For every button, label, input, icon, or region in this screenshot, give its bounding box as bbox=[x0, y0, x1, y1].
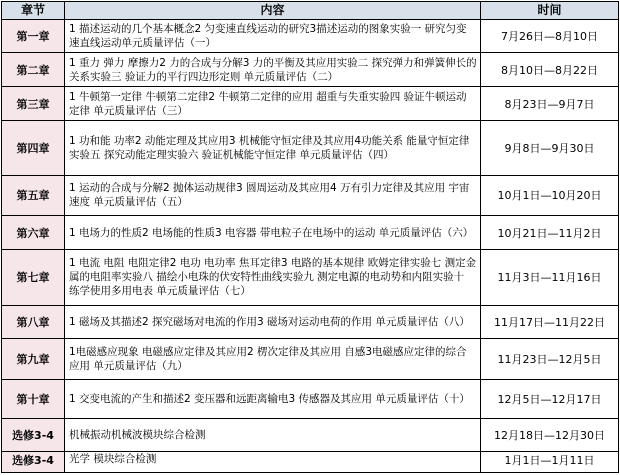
header-chapter: 章节 bbox=[2, 2, 65, 20]
chapter-cell: 第一章 bbox=[2, 20, 65, 53]
time-cell: 11月3日—11月16日 bbox=[481, 250, 619, 305]
table-row bbox=[2, 418, 619, 451]
table-row bbox=[2, 250, 619, 305]
chapter-cell: 选修3-4 bbox=[2, 451, 65, 472]
chapter-cell: 选修3-4 bbox=[2, 418, 65, 451]
time-cell: 12月5日—12月17日 bbox=[481, 380, 619, 418]
table-row bbox=[2, 121, 619, 175]
chapter-cell: 第九章 bbox=[2, 338, 65, 380]
time-cell: 8月10日—8月22日 bbox=[481, 53, 619, 87]
chapter-cell: 第四章 bbox=[2, 121, 65, 175]
content-cell: 1 功和能 功率2 动能定理及其应用3 机械能守恒定律及其应用4功能关系 能量守恒定律实验五 探究动能定理实验六 验证机械能守恒定律 单元质量评估（四） bbox=[65, 121, 481, 175]
chapter-cell: 第二章 bbox=[2, 53, 65, 87]
content-cell: 1 交变电流的产生和描述2 变压器和远距离输电3 传感器及其应用 单元质量评估（十） bbox=[65, 380, 481, 418]
header-content: 内容 bbox=[65, 2, 481, 20]
time-cell: 12月18日—12月30日 bbox=[481, 418, 619, 451]
content-cell: 1电磁感应现象 电磁感应定律及其应用2 楞次定律及其应用 自感3电磁感应定律的综合应用 单元质量评估（九） bbox=[65, 338, 481, 380]
header-time: 时间 bbox=[481, 2, 619, 20]
time-cell: 7月26日—8月10日 bbox=[481, 20, 619, 53]
table-row bbox=[2, 20, 619, 53]
time-cell: 1月1日—1月11日 bbox=[481, 451, 619, 472]
chapter-cell: 第五章 bbox=[2, 175, 65, 216]
table-row bbox=[2, 87, 619, 121]
time-cell: 10月21日—11月2日 bbox=[481, 216, 619, 250]
content-cell: 光学 模块综合检测 bbox=[65, 451, 481, 472]
header-row bbox=[2, 2, 619, 20]
table-row bbox=[2, 338, 619, 380]
table-row bbox=[2, 305, 619, 338]
content-cell: 1 描述运动的几个基本概念2 匀变速直线运动的研究3描述运动的图象实验一 研究匀变速直线运动单元质量评估（一） bbox=[65, 20, 481, 53]
table-row bbox=[2, 53, 619, 87]
chapter-cell: 第三章 bbox=[2, 87, 65, 121]
table-row bbox=[2, 451, 619, 472]
content-cell: 1 牛顿第一定律 牛顿第二定律2 牛顿第二定律的应用 超重与失重实验四 验证牛顿运动定律 单元质量评估（三） bbox=[65, 87, 481, 121]
time-cell: 10月1日—10月20日 bbox=[481, 175, 619, 216]
chapter-cell: 第六章 bbox=[2, 216, 65, 250]
content-cell: 1 电场力的性质2 电场能的性质3 电容器 带电粒子在电场中的运动 单元质量评估（六） bbox=[65, 216, 481, 250]
content-cell: 机械振动机械波模块综合检测 bbox=[65, 418, 481, 451]
schedule-table bbox=[1, 1, 619, 473]
time-cell: 9月8日—9月30日 bbox=[481, 121, 619, 175]
content-cell: 1 电流 电阻 电阻定律2 电功 电功率 焦耳定律3 电路的基本规律 欧姆定律实验七 测定金属的电阻率实验八 描绘小电珠的伏安特性曲线实验九 测定电源的电动势和内阻实验十 练学使用多用电表 单元质量评估（七） bbox=[65, 250, 481, 305]
chapter-cell: 第十章 bbox=[2, 380, 65, 418]
time-cell: 11月17日—11月22日 bbox=[481, 305, 619, 338]
table-row bbox=[2, 175, 619, 216]
table-row bbox=[2, 380, 619, 418]
content-cell: 1 运动的合成与分解2 抛体运动规律3 圆周运动及其应用4 万有引力定律及其应用 宇宙速度 单元质量评估（五） bbox=[65, 175, 481, 216]
content-cell: 1 磁场及其描述2 探究磁场对电流的作用3 磁场对运动电荷的作用 单元质量评估（八） bbox=[65, 305, 481, 338]
chapter-cell: 第八章 bbox=[2, 305, 65, 338]
content-cell: 1 重力 弹力 摩擦力2 力的合成与分解3 力的平衡及其应用实验二 探究弹力和弹簧伸长的关系实验三 验证力的平行四边形定则 单元质量评估（二） bbox=[65, 53, 481, 87]
table-row bbox=[2, 216, 619, 250]
time-cell: 8月23日—9月7日 bbox=[481, 87, 619, 121]
time-cell: 11月23日—12月5日 bbox=[481, 338, 619, 380]
chapter-cell: 第七章 bbox=[2, 250, 65, 305]
